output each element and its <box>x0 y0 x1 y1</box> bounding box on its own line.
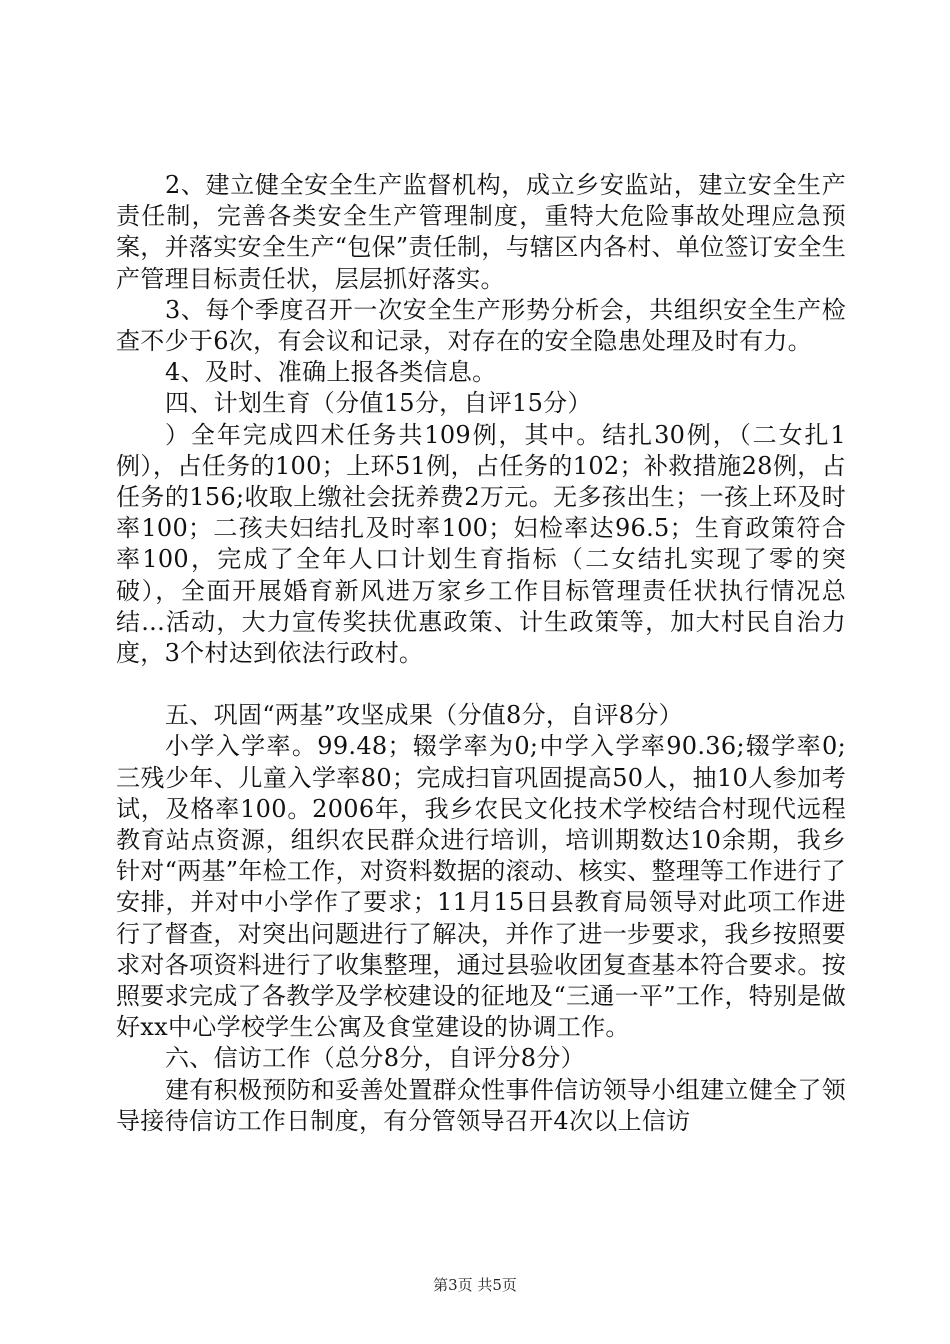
paragraph-safety-meetings: 3、每个季度召开一次安全生产形势分析会，共组织安全生产检查不少于6次，有会议和记录，对存在的安全隐患处理及时有力。 <box>116 295 846 356</box>
section-heading-family-planning: 四、计划生育（分值15分，自评15分） <box>165 389 592 418</box>
document-body <box>116 170 846 1137</box>
paragraph-safety-supervision: 2、建立健全安全生产监督机构，成立乡安监站，建立安全生产责任制，完善各类安全生产管理制度，重特大危险事故处理应急预案，并落实安全生产“包保”责任制，与辖区内各村、单位签订安全生产管理目标责任状，层层抓好落实。 <box>116 171 846 293</box>
paragraph-family-planning: ）全年完成四术任务共109例，其中。结扎30例，（二女扎1例），占任务的100；上环51例，占任务的102；补救措施28例，占任务的156;收取上缴社会抚养费2万元。无多孩出生；一孩上环及时率100；二孩夫妇结扎及时率100；妇检率达96.5；生育政策符合率100，完成了全年人口计划生育指标（二女结扎实现了零的突破），全面开展婚育新风进万家乡工作目标管理责任状执行情况总结...活动，大力宣传奖扶优惠政策、计生政策等，加大村民自治力度，3个村达到依法行政村。 <box>116 420 846 668</box>
paragraph-education: 小学入学率。99.48；辍学率为0;中学入学率90.36;辍学率0;三残少年、儿童入学率80；完成扫盲巩固提高50人，抽10人参加考试，及格率100。2006年，我乡农民文化技术学校结合村现代远程教育站点资源，组织农民群众进行培训，培训期数达10余期，我乡针对“两基”年检工作，对资料数据的滚动、核实、整理等工作进行了安排，并对中小学作了要求；11月15日县教育局领导对此项工作进行了督查，对突出问题进行了解决，并作了进一步要求，我乡按照要求对各项资料进行了收集整理，通过县验收团复查基本符合要求。按照要求完成了各教学及学校建设的征地及“三通一平”工作，特别是做好xx中心学校学生公寓及食堂建设的协调工作。 <box>116 732 847 1042</box>
section-heading-petitions: 六、信访工作（总分8分，自评分8分） <box>165 1044 585 1073</box>
section-heading-two-basics: 五、巩固“两基”攻坚成果（分值8分，自评8分） <box>165 701 683 730</box>
paragraph-petitions: 建有积极预防和妥善处置群众性事件信访领导小组建立健全了领导接待信访工作日制度，有分管领导召开4次以上信访 <box>116 1075 846 1135</box>
paragraph-info-reporting: 4、及时、准确上报各类信息。 <box>165 358 497 387</box>
page-number-footer: 第3页 共5页 <box>433 1276 517 1294</box>
